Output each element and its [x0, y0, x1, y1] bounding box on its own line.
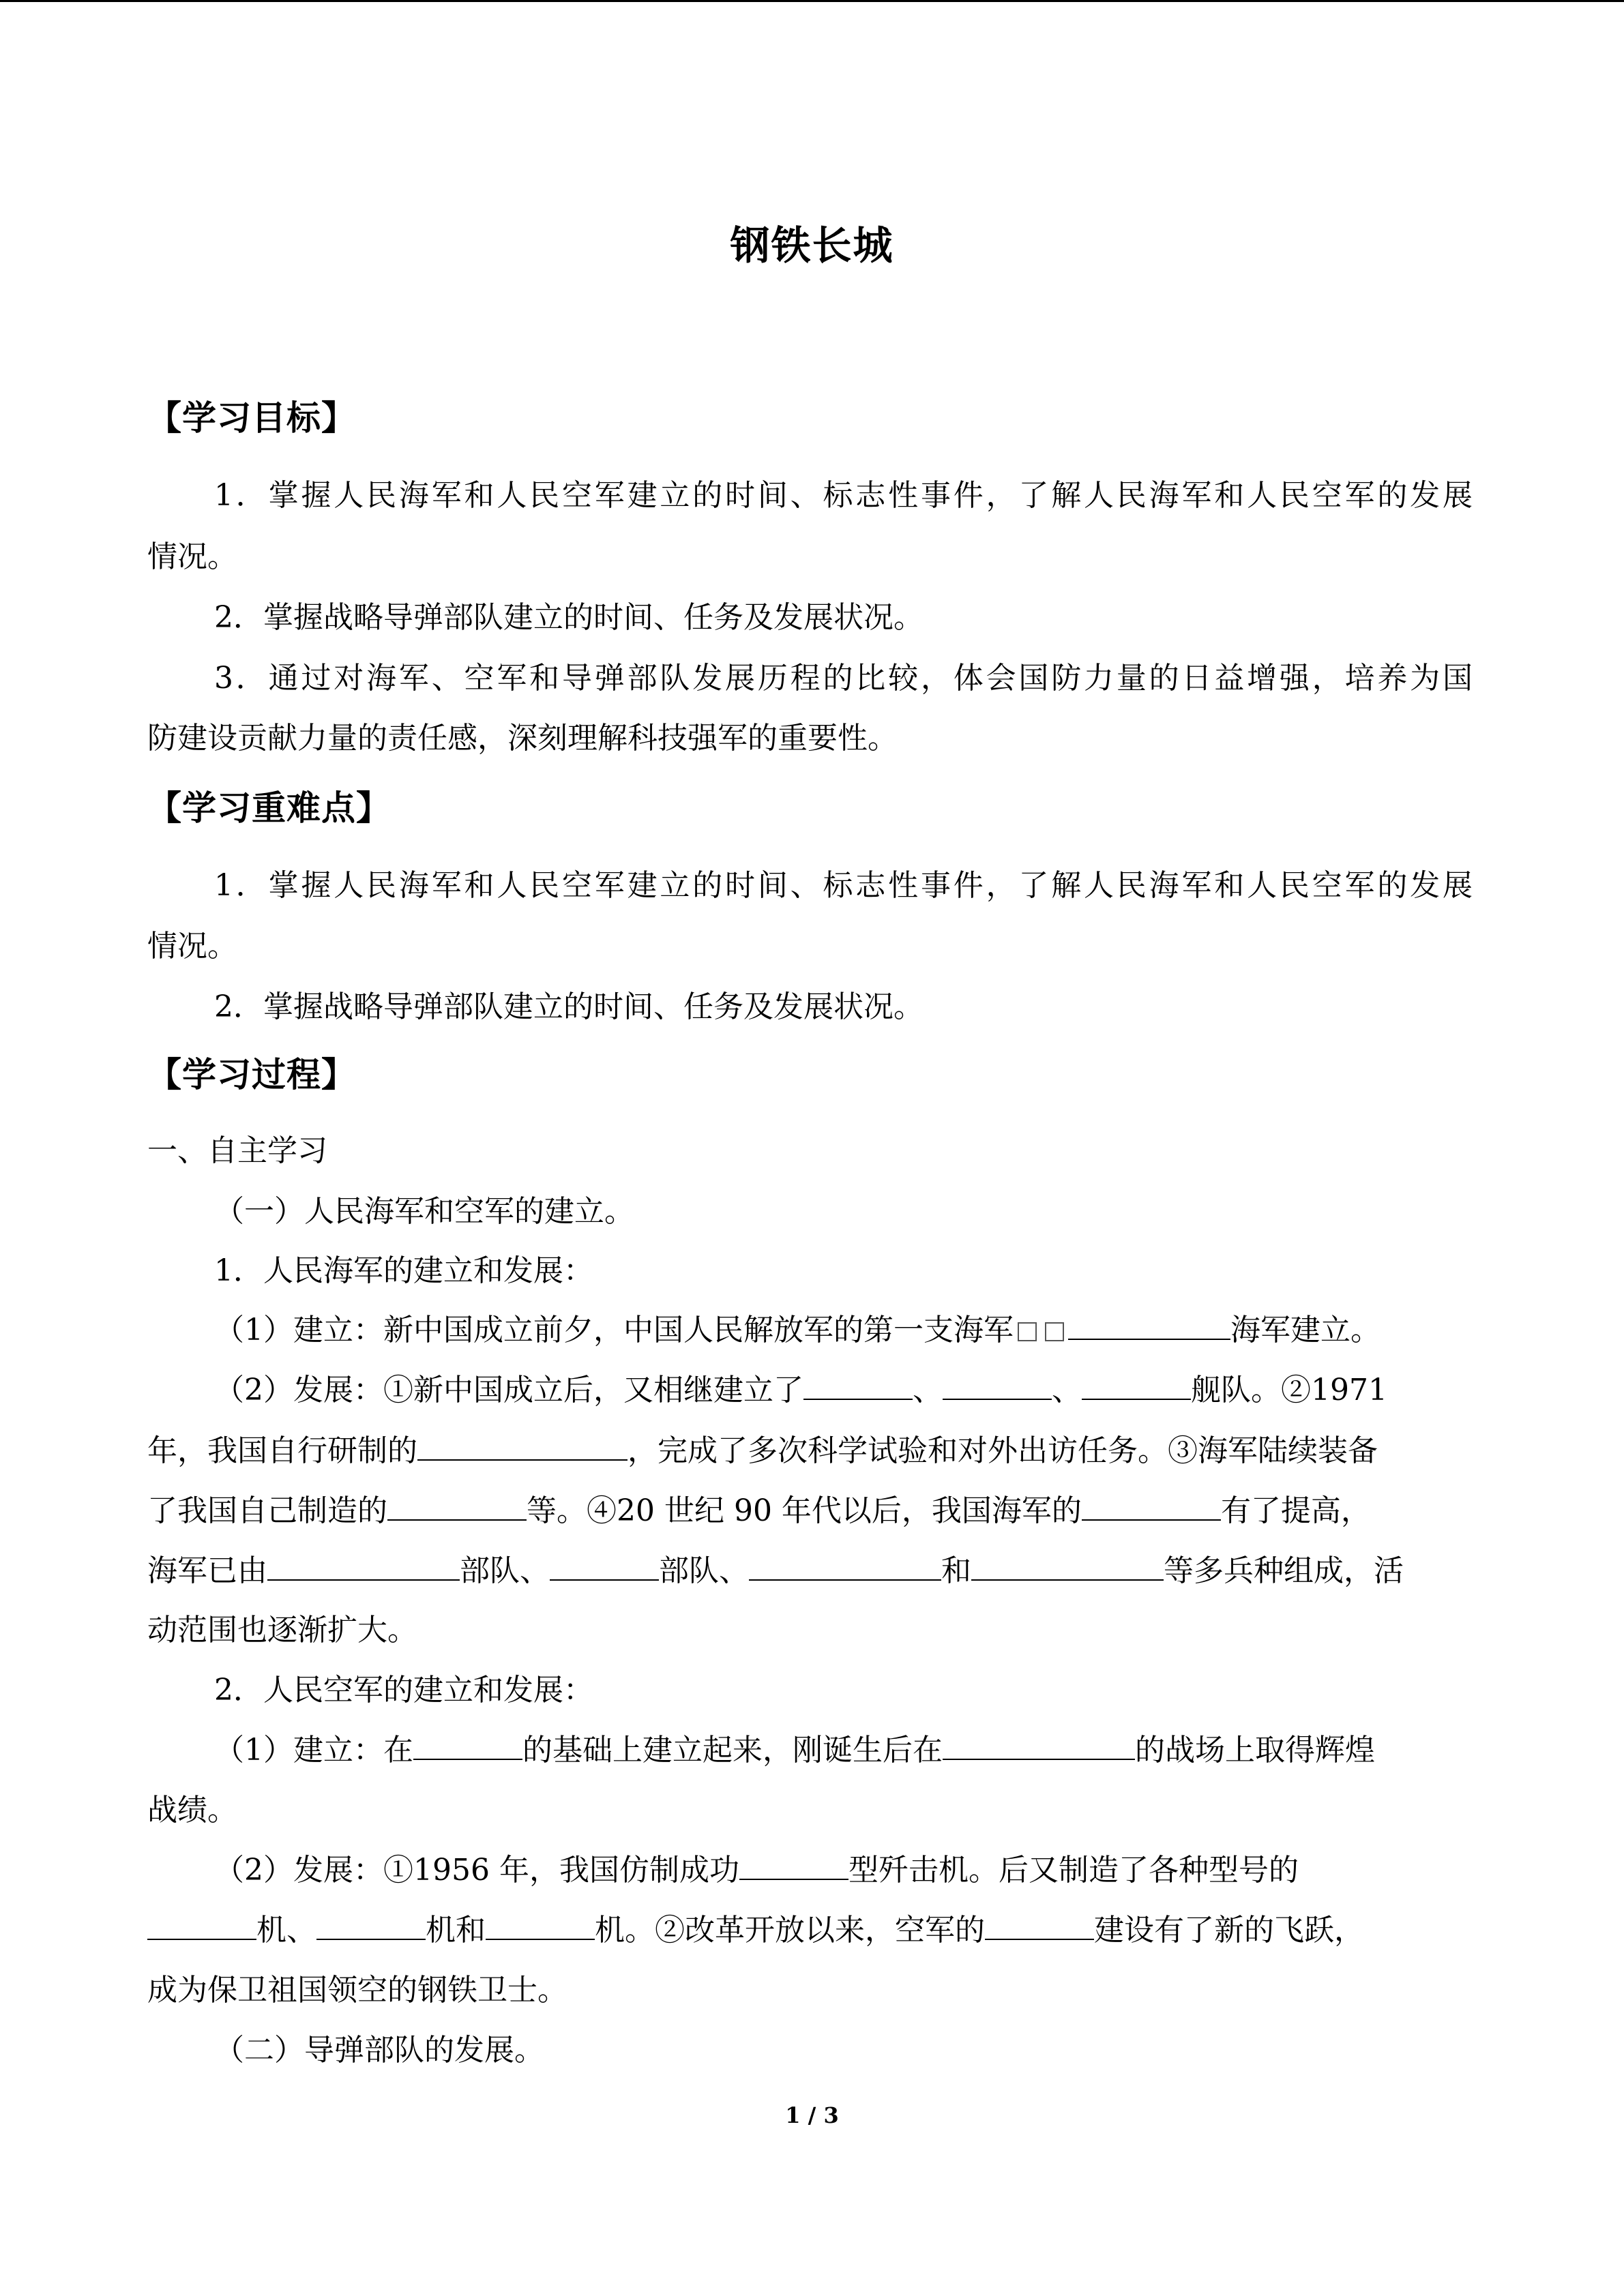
- fill-blank[interactable]: [147, 1911, 256, 1940]
- navy-l2-text-b: ，完成了多次科学试验和对外出访任务。③海军陆续装备: [628, 1433, 1378, 1468]
- fill-blank[interactable]: [1082, 1492, 1221, 1521]
- fill-blank[interactable]: [417, 1432, 628, 1461]
- fill-blank[interactable]: [943, 1371, 1052, 1400]
- navy-development-line-2: [147, 1431, 1378, 1472]
- fill-blank[interactable]: [985, 1911, 1094, 1940]
- separator: 、: [1052, 1373, 1082, 1407]
- navy-l2-text-a: 年，我国自行研制的: [147, 1433, 417, 1468]
- fill-blank[interactable]: [739, 1851, 848, 1880]
- fill-blank[interactable]: [1082, 1371, 1191, 1400]
- navy-development-line-1: [214, 1370, 1387, 1411]
- fill-blank[interactable]: [803, 1371, 913, 1400]
- air-dev-text-a: （2）发展：①1956 年，我国仿制成功: [214, 1853, 739, 1888]
- navy-development-line-5: 动范围也逐渐扩大。: [147, 1613, 417, 1648]
- air-l2-text-c: 机。②改革开放以来，空军的: [595, 1913, 985, 1948]
- placeholder-box: [1018, 1322, 1037, 1341]
- fill-blank[interactable]: [749, 1552, 941, 1581]
- key-point-2: 2．掌握战略导弹部队建立的时间、任务及发展状况。: [214, 989, 924, 1024]
- goal-item-2: 2．掌握战略导弹部队建立的时间、任务及发展状况。: [214, 600, 924, 635]
- navy-establishment-text-a: （1）建立：新中国成立前夕，中国人民解放军的第一支海军: [214, 1313, 1014, 1347]
- goal-item-3-line-1: 3．通过对海军、空军和导弹部队发展历程的比较，体会国防力量的日益增强，培养为国: [214, 661, 1473, 696]
- navy-establishment-text-b: 海军建立。: [1230, 1313, 1381, 1347]
- air-est-text-b: 的基础上建立起来，刚诞生后在: [522, 1733, 943, 1768]
- fill-blank[interactable]: [486, 1911, 595, 1940]
- goal-item-3-line-2: 防建设贡献力量的责任感，深刻理解科技强军的重要性。: [147, 721, 898, 756]
- page-title: 钢铁长城: [730, 222, 894, 269]
- navy-development-line-3: [147, 1491, 1371, 1532]
- air-development-line-2: [147, 1910, 1364, 1951]
- air-est-text-c: 的战场上取得辉煌: [1135, 1733, 1375, 1768]
- navy-l4-text-c: 部队、: [659, 1553, 749, 1588]
- navy-l4-text-a: 海军已由: [147, 1553, 267, 1588]
- part-1-title: 一、自主学习: [147, 1133, 327, 1168]
- fill-blank[interactable]: [1068, 1311, 1230, 1340]
- navy-l3-text-c: 有了提高，: [1220, 1493, 1371, 1528]
- fill-blank[interactable]: [267, 1552, 460, 1581]
- separator: 、: [913, 1373, 943, 1407]
- section-heading-key-points: 【学习重难点】: [147, 788, 391, 828]
- navy-dev-text-b: 舰队。②1971: [1191, 1373, 1387, 1407]
- key-point-1-line-2: 情况。: [147, 929, 237, 964]
- air-establishment-line-2: 战绩。: [147, 1793, 237, 1828]
- goal-item-1-line-2: 情况。: [147, 539, 237, 574]
- fill-blank[interactable]: [387, 1492, 527, 1521]
- goal-item-1-line-1: 1．掌握人民海军和人民空军建立的时间、标志性事件，了解人民海军和人民空军的发展: [214, 478, 1473, 513]
- air-est-text-a: （1）建立：在: [214, 1733, 413, 1768]
- fill-blank[interactable]: [943, 1731, 1135, 1760]
- navy-l4-text-b: 部队、: [460, 1553, 550, 1588]
- air-establishment-line-1: [214, 1730, 1375, 1771]
- section-heading-process: 【学习过程】: [147, 1055, 356, 1094]
- navy-establishment: [214, 1310, 1381, 1351]
- navy-l3-text-a: 了我国自己制造的: [147, 1493, 387, 1528]
- navy-l4-text-e: 等多兵种组成，活: [1164, 1553, 1404, 1588]
- placeholder-box: [1045, 1322, 1064, 1341]
- fill-blank[interactable]: [316, 1911, 426, 1940]
- navy-l3-text-b: 等。④20 世纪 90 年代以后，我国海军的: [527, 1493, 1082, 1528]
- section-heading-goals: 【学习目标】: [147, 398, 356, 438]
- fill-blank[interactable]: [971, 1552, 1164, 1581]
- air-l2-text-a: 机、: [256, 1913, 316, 1948]
- air-dev-text-b: 型歼击机。后又制造了各种型号的: [848, 1853, 1299, 1888]
- air-l2-text-d: 建设有了新的飞跃，: [1094, 1913, 1364, 1948]
- air-development-line-1: [214, 1850, 1299, 1891]
- key-point-1-line-1: 1．掌握人民海军和人民空军建立的时间、标志性事件，了解人民海军和人民空军的发展: [214, 868, 1473, 903]
- page-number: 1 / 3: [785, 2102, 839, 2128]
- navy-title: 1．人民海军的建立和发展：: [214, 1253, 593, 1288]
- fill-blank[interactable]: [550, 1552, 659, 1581]
- sub-section-1-title: （一）人民海军和空军的建立。: [214, 1194, 634, 1229]
- sub-section-2-title: （二）导弹部队的发展。: [214, 2033, 544, 2068]
- navy-development-line-4: [147, 1551, 1404, 1592]
- navy-dev-text-a: （2）发展：①新中国成立后，又相继建立了: [214, 1373, 803, 1407]
- navy-l4-text-d: 和: [941, 1553, 971, 1588]
- fill-blank[interactable]: [413, 1731, 522, 1760]
- air-development-line-3: 成为保卫祖国领空的钢铁卫士。: [147, 1973, 567, 2008]
- air-l2-text-b: 机和: [426, 1913, 486, 1948]
- air-force-title: 2．人民空军的建立和发展：: [214, 1673, 593, 1708]
